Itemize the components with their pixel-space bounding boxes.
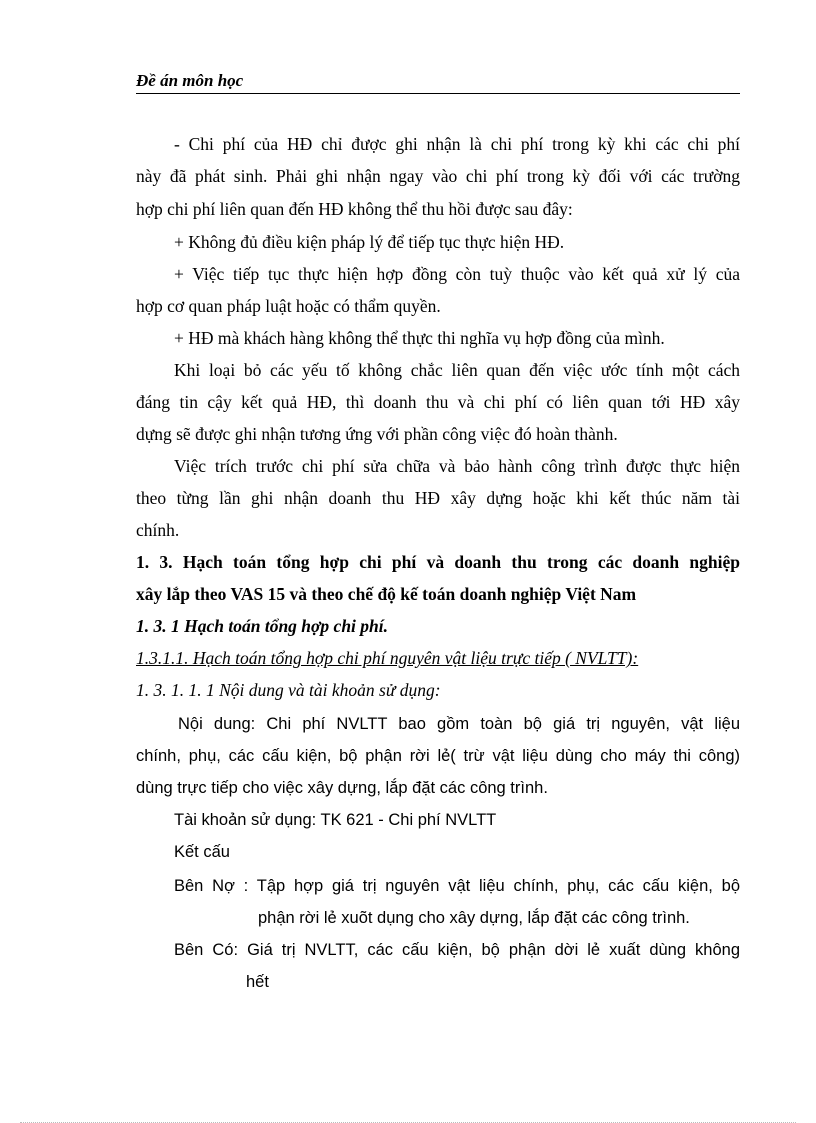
paragraph-line: hợp chi phí liên quan đến HĐ không thể thu hồi được sau đây: (136, 199, 573, 219)
section-heading: 1. 3. Hạch toán tổng hợp chi phí và doanh thu trong các doanh nghiệp (136, 552, 740, 572)
section-heading: xây lắp theo VAS 15 và theo chế độ kế toán doanh nghiệp Việt Nam (136, 584, 637, 604)
credit-line: Bên Có: Giá trị NVLTT, các cấu kiện, bộ phận dời lẻ xuất dùng không (174, 941, 740, 959)
paragraph-line: Khi loại bỏ các yếu tố không chắc liên quan đến việc ước tính một cách (174, 360, 740, 380)
paragraph-line: Kết cấu (174, 843, 230, 861)
paragraph-line: chính, phụ, các cấu kiện, bộ phận rời lẻ( trừ vật liệu dùng cho máy thi công) (136, 747, 740, 765)
debit-line-continued: phận rời lẻ xuõt dụng cho xây dựng, lắp đặt các công trình. (258, 909, 690, 927)
paragraph-line: Tài khoản sử dụng: TK 621 - Chi phí NVLTT (174, 811, 497, 829)
paragraph-line: Việc trích trước chi phí sửa chữa và bảo hành công trình được thực hiện (174, 456, 740, 476)
page-header: Đề án môn học (136, 71, 740, 94)
debit-line: Bên Nợ : Tập hợp giá trị nguyên vật liệu chính, phụ, các cấu kiện, bộ (174, 877, 740, 895)
paragraph-line: dựng sẽ được ghi nhận tương ứng với phần công việc đó hoàn thành. (136, 424, 618, 444)
paragraph-line: dùng trực tiếp cho việc xây dựng, lắp đặt các công trình. (136, 779, 548, 797)
list-item: + HĐ mà khách hàng không thể thực thi nghĩa vụ hợp đồng của mình. (174, 328, 665, 348)
subsection-heading: 1. 3. 1 Hạch toán tổng hợp chi phí. (136, 616, 389, 636)
paragraph-line: - Chi phí của HĐ chỉ được ghi nhận là chi phí trong kỳ khi các chi phí (174, 134, 740, 154)
paragraph-line: đáng tin cậy kết quả HĐ, thì doanh thu và chi phí có liên quan tới HĐ xây (136, 392, 740, 412)
paragraph-line: này đã phát sinh. Phải ghi nhận ngay vào chi phí trong kỳ đối với các trường (136, 166, 740, 186)
subsubsection-heading: 1.3.1.1. Hạch toán tổng hợp chi phí nguyên vật liệu trực tiếp ( NVLTT): (136, 648, 639, 668)
list-item: + Không đủ điều kiện pháp lý để tiếp tục thực hiện HĐ. (174, 232, 565, 252)
paragraph-line: chính. (136, 520, 180, 540)
item-heading: 1. 3. 1. 1. 1 Nội dung và tài khoản sử dụng: (136, 680, 441, 700)
paragraph-line: theo từng lần ghi nhận doanh thu HĐ xây dựng hoặc khi kết thúc năm tài (136, 488, 740, 508)
paragraph-line: hợp cơ quan pháp luật hoặc có thẩm quyền. (136, 296, 441, 316)
paragraph-line: Nội dung: Chi phí NVLTT bao gồm toàn bộ giá trị nguyên, vật liệu (178, 715, 740, 733)
credit-line-continued: hết (246, 973, 269, 991)
list-item: + Việc tiếp tục thực hiện hợp đồng còn tuỳ thuộc vào kết quả xử lý của (174, 264, 740, 284)
